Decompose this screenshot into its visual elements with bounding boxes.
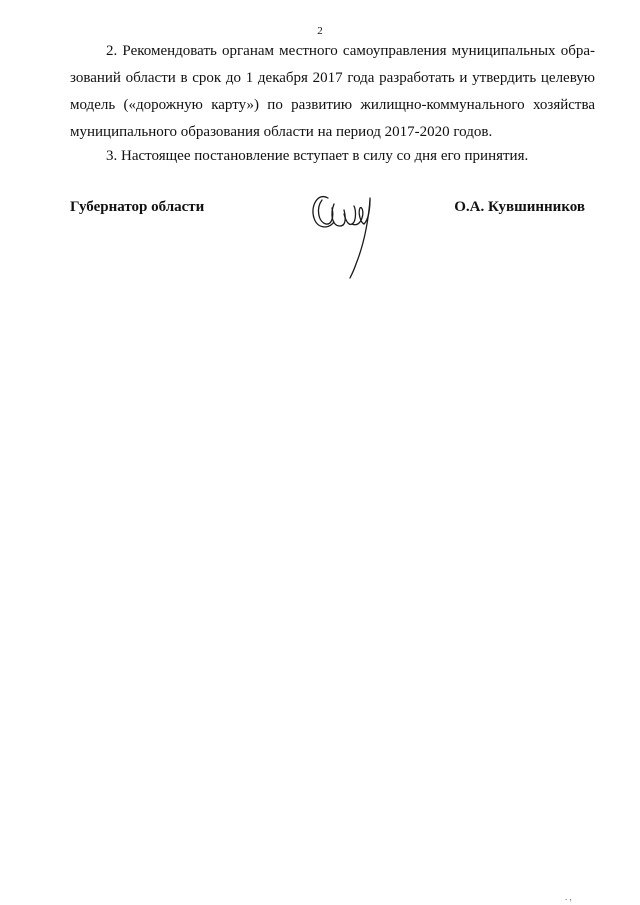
paragraph-3 [70,143,595,170]
paragraph-line: муниципального образования области на период 2017-2020 годов. [70,124,493,140]
corner-mark: . , [565,892,572,902]
paragraph-2 [70,38,595,146]
signatory-name: О.А. Кувшинников [454,199,585,215]
handwritten-signature-icon [306,184,386,284]
paragraph-line: модель («дорожную карту») по развитию жилищно-коммунального хозяйства [70,97,595,113]
page-number: 2 [317,25,323,37]
paragraph-line: зований области в срок до 1 декабря 2017 года разработать и утвердить целевую [70,70,595,86]
signatory-title: Губернатор области [70,199,205,215]
paragraph-line: 3. Настоящее постановление вступает в силу со дня его принятия. [106,148,529,164]
paragraph-line: 2. Рекомендовать органам местного самоуправления муниципальных обра- [106,43,595,59]
